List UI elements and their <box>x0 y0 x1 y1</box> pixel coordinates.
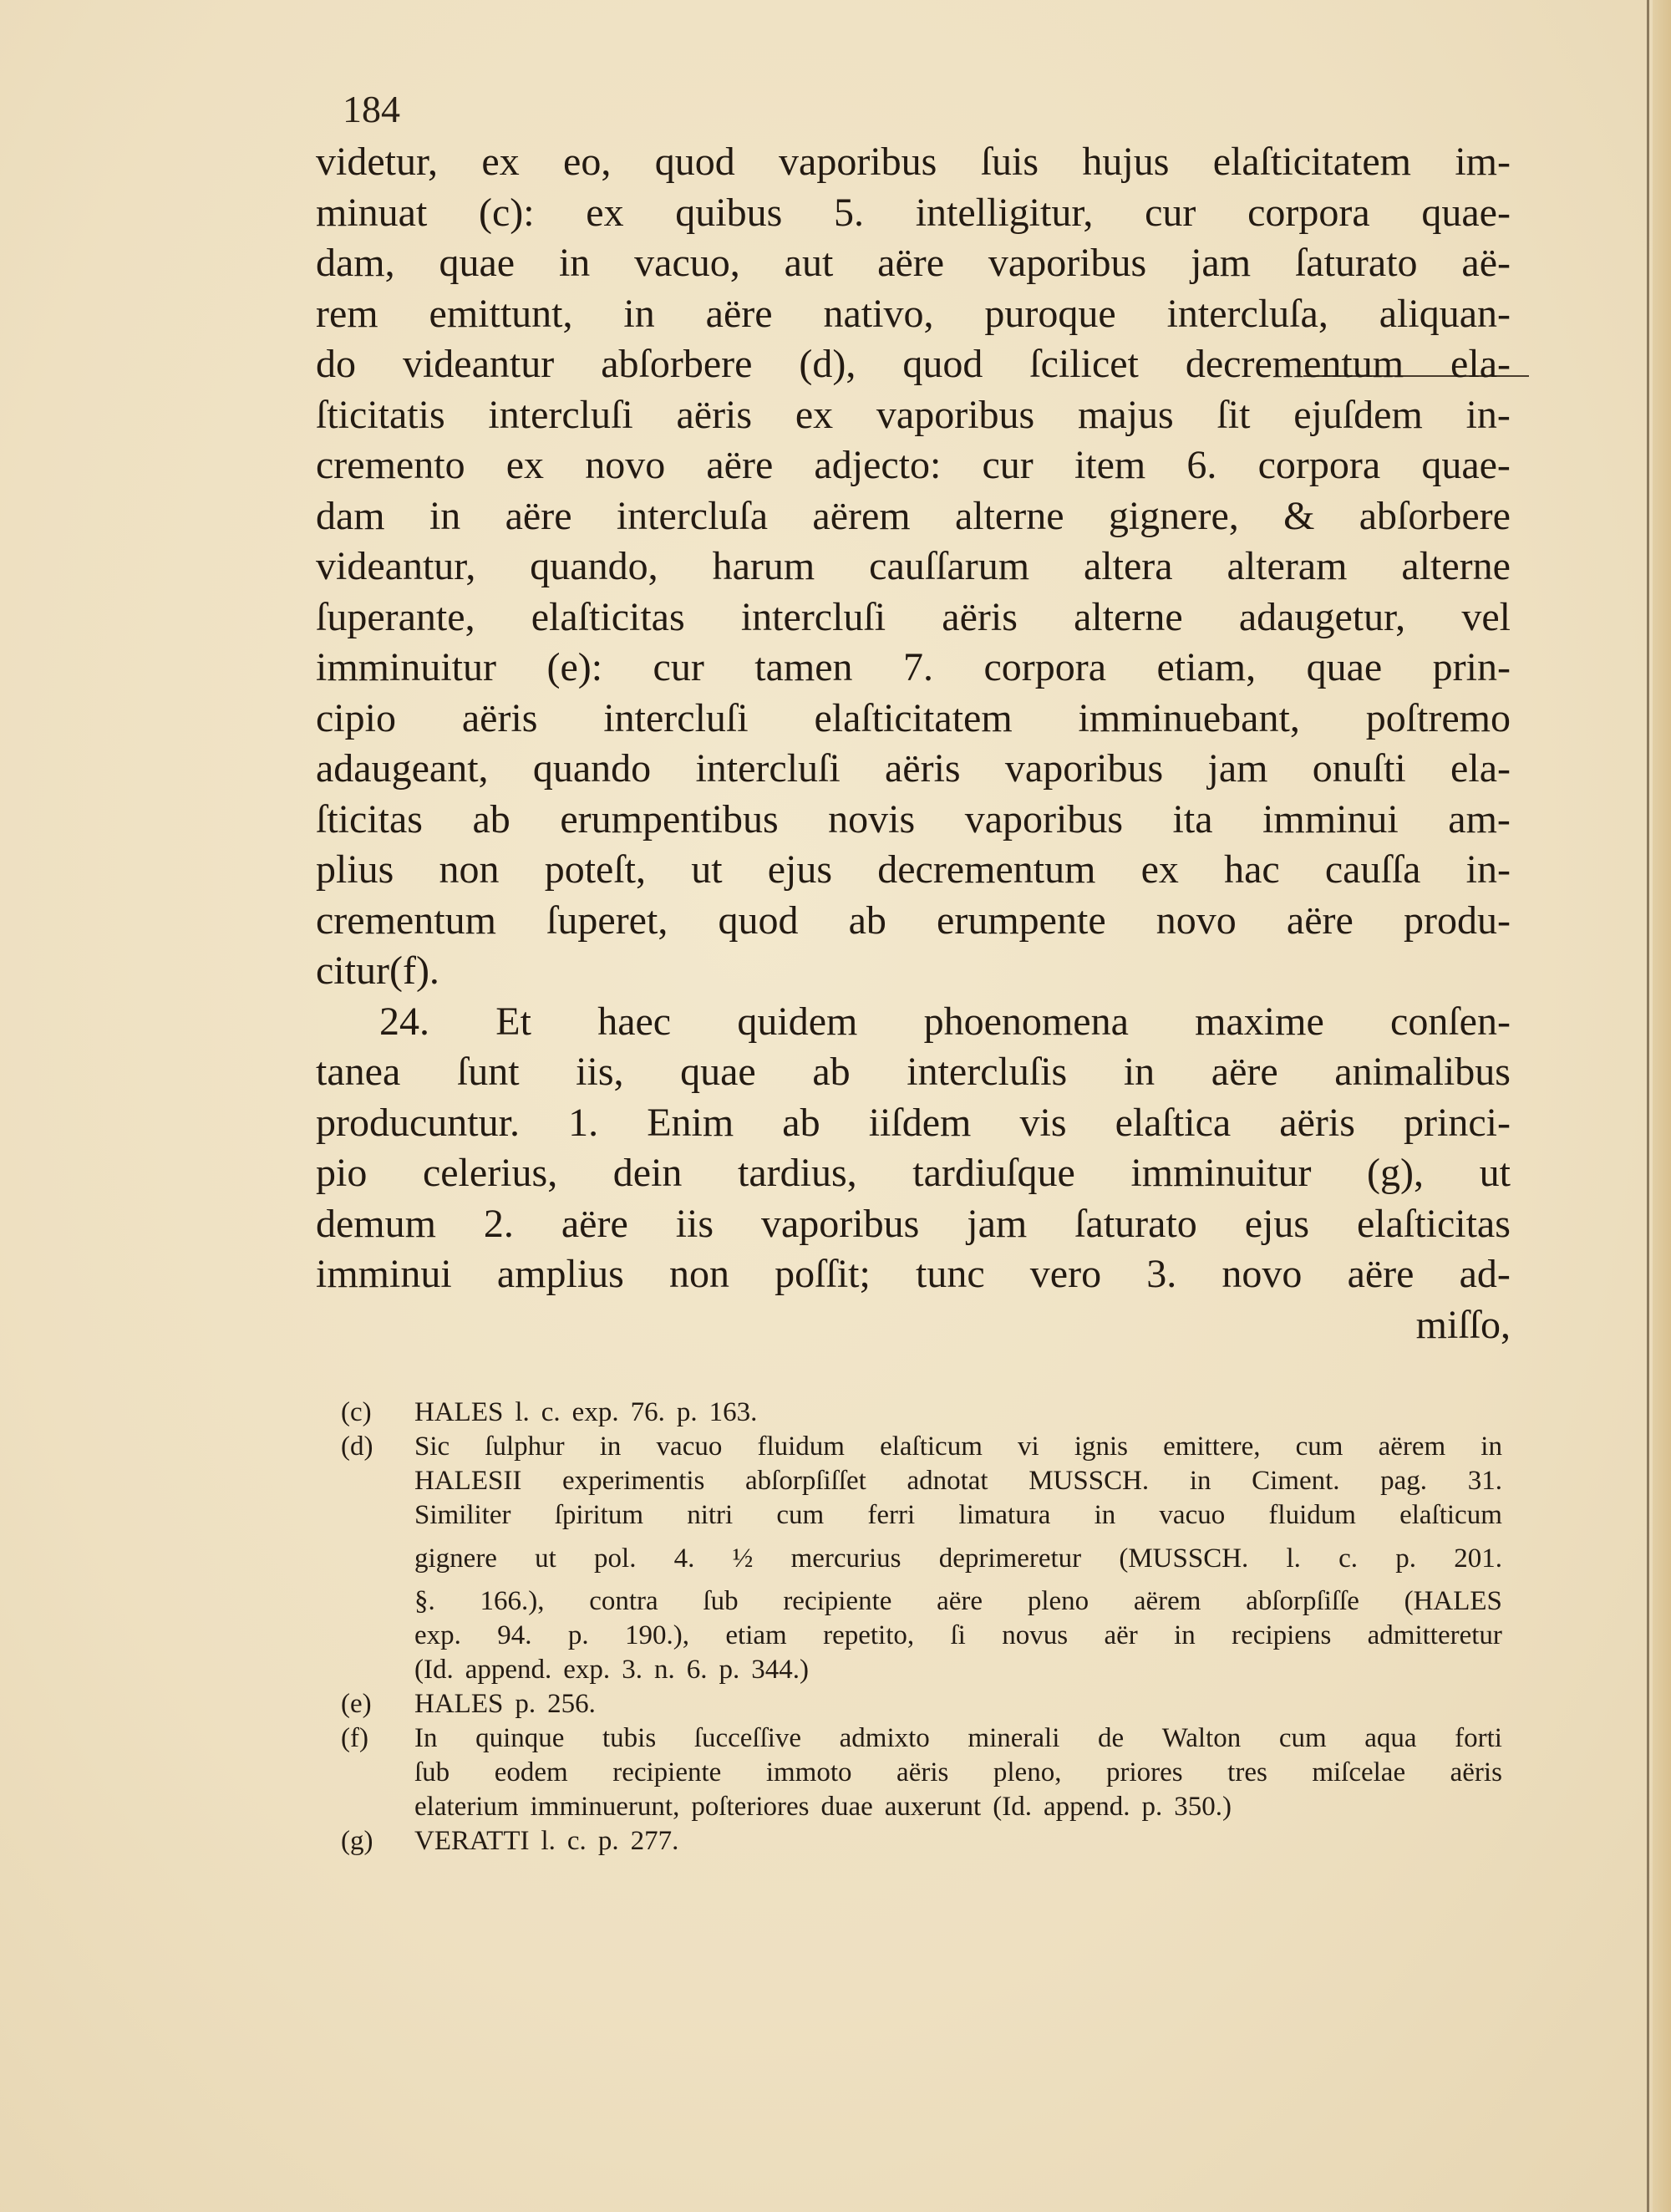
footnote-body <box>414 1687 1502 1721</box>
footnote-line: VERATTI l. c. p. 277. <box>414 1826 679 1856</box>
footnote-label: (g) <box>341 1826 373 1856</box>
footnote-line: exp. 94. p. 190.), etiam repetito, ſi novus aër in recipiens admitteretur <box>414 1620 1502 1650</box>
footnote-label: (d) <box>341 1431 373 1462</box>
text-line: tanea ſunt iis, quae ab intercluſis in aëre animalibus <box>316 1050 1511 1094</box>
footnote <box>341 1824 1502 1859</box>
text-line: ſticitas ab erumpentibus novis vaporibus ita imminui am- <box>316 796 1511 842</box>
page-edge-line <box>1647 0 1649 2212</box>
footnote-line: HALESII experimentis abſorpſiſſet adnotat MUSSCH. in Ciment. pag. 31. <box>414 1466 1502 1496</box>
footnote-line: §. 166.), contra ſub recipiente aëre pleno aërem abſorpſiſſe (HALES <box>414 1586 1502 1616</box>
footnote-line: Similiter ſpiritum nitri cum ferri limatura in vacuo fluidum elaſticum <box>414 1500 1502 1530</box>
text-line: videtur, ex eo, quod vaporibus ſuis hujus elaſticitatem im- <box>316 140 1511 184</box>
text-line: crementum ſuperet, quod ab erumpente novo aëre produ- <box>316 898 1511 943</box>
footnote-label: (f) <box>341 1723 368 1753</box>
text-line: videantur, quando, harum cauſſarum altera alteram alterne <box>316 544 1511 588</box>
footnote-line: Sic ſulphur in vacuo fluidum elaſticum vi ignis emittere, cum aërem in <box>414 1431 1502 1462</box>
footnote <box>341 1396 1502 1430</box>
footnote-body <box>414 1721 1502 1824</box>
footnotes <box>341 1396 1502 1859</box>
footnote-label: (e) <box>341 1689 372 1719</box>
footnote-line: elaterium imminuerunt, poſteriores duae auxerunt (Id. append. p. 350.) <box>414 1792 1232 1822</box>
text-line: producuntur. 1. Enim ab iiſdem vis elaſtica aëris princi- <box>316 1100 1511 1145</box>
body-text <box>316 137 1511 1350</box>
text-line: miſſo, <box>1415 1302 1511 1347</box>
text-line: ſuperante, elaſticitas intercluſi aëris alterne adaugetur, vel <box>316 594 1511 639</box>
text-line: minuat (c): ex quibus 5. intelligitur, cur corpora quae- <box>316 190 1511 235</box>
text-line: cremento ex novo aëre adjecto: cur item 6. corpora quae- <box>316 443 1511 487</box>
footnote-line: (Id. append. exp. 3. n. 6. p. 344.) <box>414 1655 809 1685</box>
text-line: imminuitur (e): cur tamen 7. corpora etiam, quae prin- <box>316 645 1511 689</box>
footnote-body <box>414 1430 1502 1687</box>
text-line: dam in aëre intercluſa aërem alterne gignere, & abſorbere <box>316 493 1511 538</box>
footnote-line: HALES l. c. exp. 76. p. 163. <box>414 1397 758 1427</box>
text-line: cipio aëris intercluſi elaſticitatem imminuebant, poſtremo <box>316 695 1511 740</box>
footnote-line: HALES p. 256. <box>414 1689 596 1719</box>
footnote <box>341 1430 1502 1687</box>
text-line: demum 2. aëre iis vaporibus jam ſaturato ejus elaſticitas <box>316 1201 1511 1246</box>
footnote-body <box>414 1824 1502 1859</box>
text-line: 24. Et haec quidem phoenomena maxime conſen- <box>379 999 1511 1044</box>
page-edge <box>1653 0 1671 2212</box>
footnote-line: ſub eodem recipiente immoto aëris pleno, priores tres miſcelae aëris <box>414 1757 1502 1787</box>
text-line: pio celerius, dein tardius, tardiuſque imminuitur (g), ut <box>316 1151 1511 1195</box>
footnote <box>341 1721 1502 1824</box>
footnote-line: In quinque tubis ſucceſſive admixto minerali de Walton cum aqua forti <box>414 1723 1502 1753</box>
text-line: imminui amplius non poſſit; tunc vero 3. novo aëre ad- <box>316 1252 1511 1296</box>
text-line: plius non poteſt, ut ejus decrementum ex hac cauſſa in- <box>316 847 1511 892</box>
text-line: do videantur abſorbere (d), quod ſcilicet decrementum ela- <box>316 342 1511 386</box>
footnote <box>341 1687 1502 1721</box>
text-line: rem emittunt, in aëre nativo, puroque intercluſa, aliquan- <box>316 291 1511 336</box>
text-line: ſticitatis intercluſi aëris ex vaporibus majus ſit ejuſdem in- <box>316 392 1511 437</box>
footnote-line: gignere ut pol. 4. ½ mercurius deprimeretur (MUSSCH. l. c. p. 201. <box>414 1543 1502 1574</box>
text-line: citur (f). <box>316 948 439 993</box>
text-line: dam, quae in vacuo, aut aëre vaporibus jam ſaturato aë- <box>316 241 1511 285</box>
page-number: 184 <box>343 88 400 130</box>
text-line: adaugeant, quando intercluſi aëris vaporibus jam onuſti ela- <box>316 746 1511 791</box>
footnote-body <box>414 1396 1502 1430</box>
footnote-label: (c) <box>341 1397 372 1427</box>
